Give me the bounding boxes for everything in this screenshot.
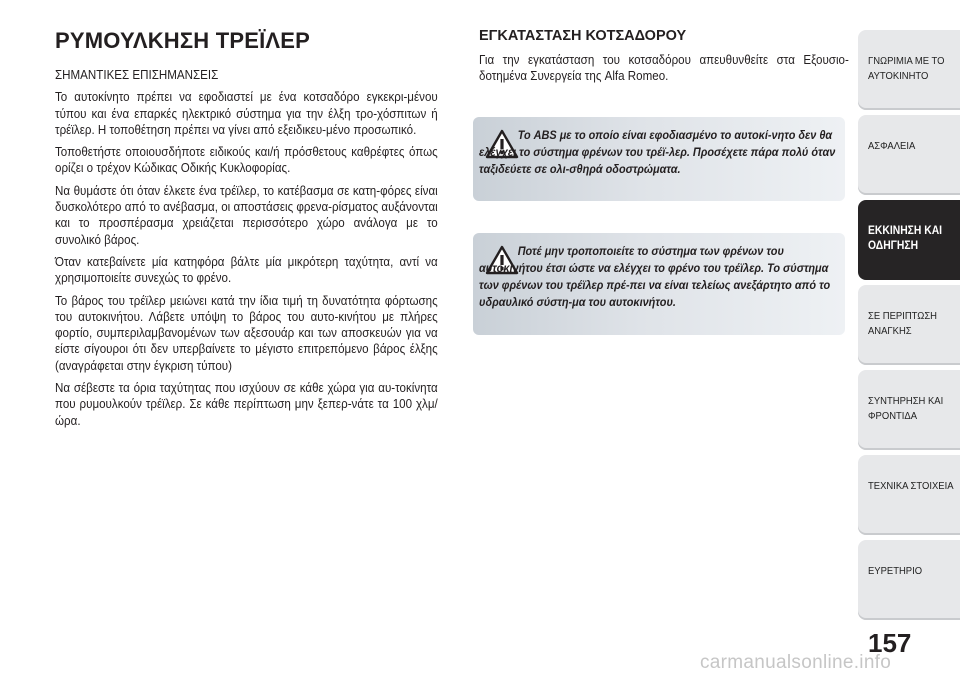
tab-label: ΣΥΝΤΗΡΗΣΗ ΚΑΙ ΦΡΟΝΤΙΔΑ [868, 395, 944, 422]
tab-label: ΤΕΧΝΙΚΑ ΣΤΟΙΧΕΙΑ [868, 480, 954, 492]
tab-label: ΣΕ ΠΕΡΙΠΤΩΣΗ ΑΝΑΓΚΗΣ [868, 310, 937, 337]
main-text-column [55, 67, 438, 435]
warning-text: Ποτέ μην τροποποιείτε το σύστημα των φρένων του αυτοκινήτου έτσι ώστε να ελέγχει το φρένο του τρέϊλερ. Το σύστημα των φρένων του τρέϊλερ πρέ-πει να είναι τελείως ανεξάρτητο από το υδραυλικό σύστη-μα του αυτοκινήτου. [479, 244, 831, 309]
right-text-column [479, 28, 849, 85]
paragraph: Όταν κατεβαίνετε μία κατηφόρα βάλτε μία μικρότερη ταχύτητα, αντί να χρησιμοποιείτε συνεχώς το φρένο. [55, 254, 438, 286]
section-title: ΕΓΚΑΤΑΣΤΑΣΗ ΚΟΤΣΑΔΟΡΟΥ [479, 28, 687, 44]
tab-technical-data[interactable] [858, 455, 960, 535]
tab-emergency[interactable] [858, 285, 960, 365]
intro-paragraph: Για την εγκατάσταση του κοτσαδόρου απευθυνθείτε στα Εξουσιο-δοτημένα Συνεργεία της Alfa Romeo. [479, 53, 849, 84]
warning-text: Το ABS με το οποίο είναι εφοδιασμένο το αυτοκί-νητο δεν θα ελέγχει το σύστημα φρένων του τρέϊ-λερ. Προσέχετε πάρα πολύ όταν ταξιδεύετε σε ολι-σθηρά οδοστρώματα. [479, 128, 836, 176]
warning-box-brakes [473, 233, 845, 335]
tab-label: ΕΥΡΕΤΗΡΙΟ [868, 565, 923, 577]
paragraph: Να σέβεστε τα όρια ταχύτητας που ισχύουν σε κάθε χώρα για αυ-τοκίνητα που ρυμουλκούν τρέϊλερ. Σε κάθε περίπτωση μην ξεπερ-νάτε τα 100 χλμ/ώρα. [55, 381, 438, 428]
tab-getting-to-know[interactable] [858, 30, 960, 110]
tab-maintenance[interactable] [858, 370, 960, 450]
page-number: 157 [868, 628, 912, 658]
warning-box-abs [473, 117, 845, 201]
paragraph: Το βάρος του τρέϊλερ μειώνει κατά την ίδια τιμή τη δυνατότητα φόρτωσης του αυτοκινήτου. Λάβετε υπόψη το βάρος του αυτο-κινήτου με πλήρες φορτίο, συμπεριλαμβανομένων των αξεσουάρ και των αποσκευών για να είστε σίγουροι ότι δεν υπερβαίνετε το μέγιστο επιτρεπόμενο βάρος έλξης (αναγράφεται στην έγκριση τύπου) [55, 293, 438, 373]
watermark: carmanualsonline.info [700, 652, 892, 673]
tab-label: ΓΝΩΡΙΜΙΑ ΜΕ ΤΟ ΑΥΤΟΚΙΝΗΤΟ [868, 55, 945, 82]
section-subheading: ΣΗΜΑΝΤΙΚΕΣ ΕΠΙΣΗΜΑΝΣΕΙΣ [55, 68, 219, 82]
page-title: ΡΥΜΟΥΛΚΗΣΗ ΤΡΕΪΛΕΡ [55, 28, 311, 53]
tab-starting-driving[interactable] [858, 200, 960, 280]
tab-label: ΕΚΚΙΝΗΣΗ ΚΑΙ ΟΔΗΓΗΣΗ [868, 225, 943, 252]
paragraph: Τοποθετήστε οποιουσδήποτε ειδικούς και/ή πρόσθετους καθρέφτες όπως ορίζει ο τρέχον Κώδικας Οδικής Κυκλοφορίας. [55, 145, 438, 176]
tab-label: ΑΣΦΑΛΕΙΑ [868, 140, 916, 152]
tab-safety[interactable] [858, 115, 960, 195]
tab-index[interactable] [858, 540, 960, 620]
paragraph: Να θυμάστε ότι όταν έλκετε ένα τρέϊλερ, το κατέβασμα σε κατη-φόρες είναι δυσκολότερο από το ανέβασμα, οι αποστάσεις φρενα-ρίσματος αυξάνονται και το προσπέρασμα χρειάζεται περισσότερο χώρο ανάλογα με το συνολικό βάρος. [55, 183, 438, 247]
paragraph: Το αυτοκίνητο πρέπει να εφοδιαστεί με ένα κοτσαδόρο εγκεκρι-μένου τύπου και ένα επαρκές ηλεκτρικό σύστημα για την έλξη τρο-χόσπιτων ή τρέϊλερ. Η τοποθέτηση πρέπει να γίνει από εξειδικευ-μένο προσωπικό. [55, 90, 438, 137]
